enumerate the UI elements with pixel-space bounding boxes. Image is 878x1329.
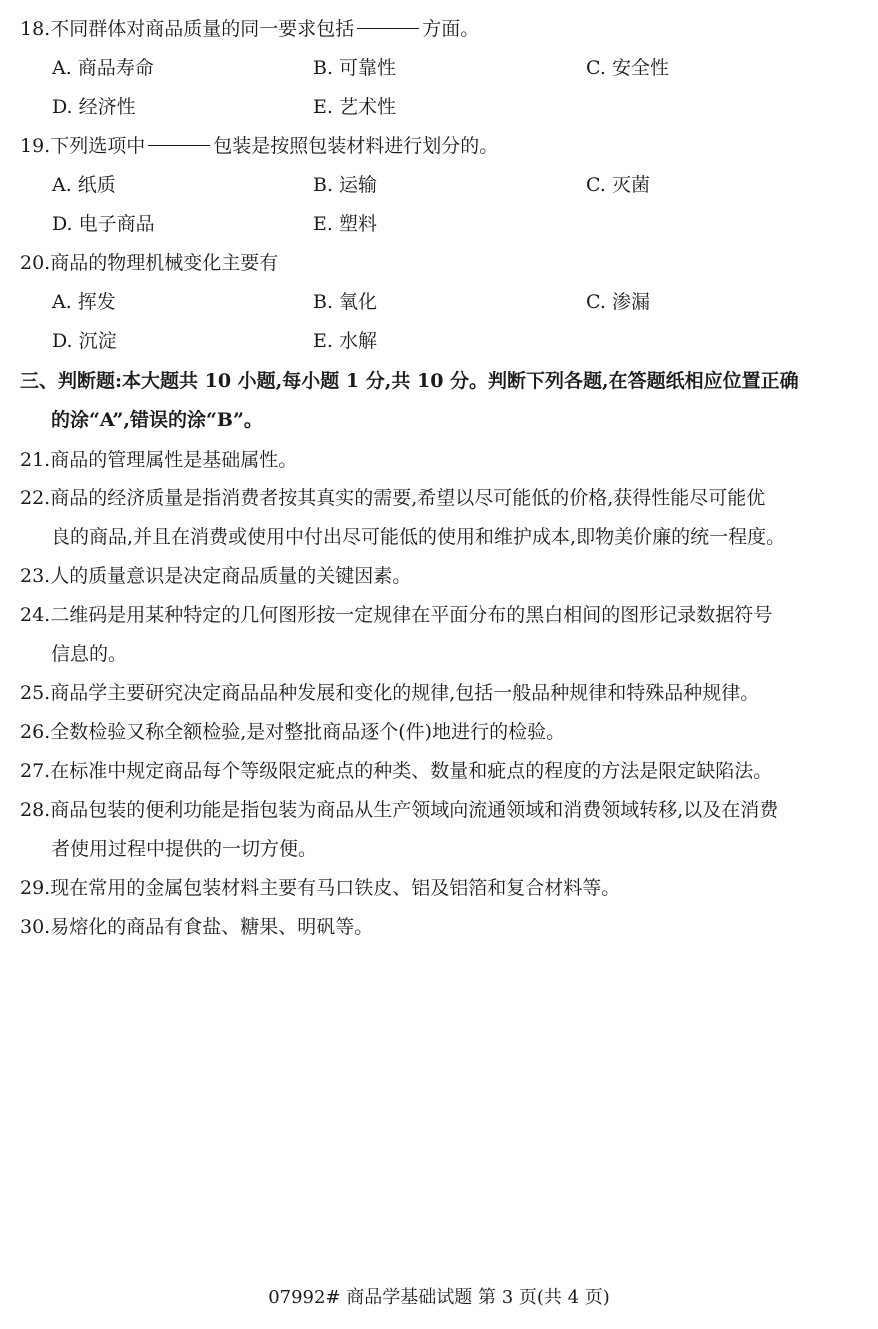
question-number: 25. (20, 682, 51, 704)
option-e: E. 水解 (313, 330, 377, 352)
question-text: 人的质量意识是决定商品质量的关键因素。 (50, 565, 412, 587)
question-number: 28. (20, 799, 51, 821)
option-c: C. 安全性 (586, 57, 669, 79)
question-26 (20, 717, 860, 747)
question-number: 21. (20, 449, 51, 471)
question-22 (20, 483, 860, 513)
question-30 (20, 912, 860, 942)
question-number: 23. (20, 565, 51, 587)
question-23 (20, 561, 860, 591)
question-text: 商品包装的便利功能是指包装为商品从生产领域向流通领域和消费领域转移,以及在消费 (50, 799, 779, 821)
question-24 (20, 600, 860, 630)
question-text: 二维码是用某种特定的几何图形按一定规律在平面分布的黑白相间的图形记录数据符号 (50, 604, 773, 626)
question-stem-end: 包装是按照包装材料进行划分的。 (213, 135, 499, 157)
option-e: E. 艺术性 (313, 96, 396, 118)
question-19 (20, 131, 860, 161)
question-stem: 不同群体对商品质量的同一要求包括 (50, 18, 355, 40)
question-text: 现在常用的金属包装材料主要有马口铁皮、铝及铝箔和复合材料等。 (50, 877, 621, 899)
section-heading: 三、判断题:本大题共 10 小题,每小题 1 分,共 10 分。判断下列各题,在答题纸相应位置正确 (20, 370, 799, 392)
question-text: 商品的经济质量是指消费者按其真实的需要,希望以尽可能低的价格,获得性能尽可能优 (50, 487, 766, 509)
option-c: C. 灭菌 (586, 174, 650, 196)
question-text: 在标准中规定商品每个等级限定疵点的种类、数量和疵点的程度的方法是限定缺陷法。 (50, 760, 773, 782)
option-d: D. 沉淀 (52, 330, 117, 352)
answer-blank (357, 27, 419, 29)
question-stem: 下列选项中 (50, 135, 146, 157)
question-text: 全数检验又称全额检验,是对整批商品逐个(件)地进行的检验。 (50, 721, 566, 743)
options-row (20, 287, 860, 317)
question-25 (20, 678, 860, 708)
question-20 (20, 248, 860, 278)
question-27 (20, 756, 860, 786)
answer-blank (148, 144, 210, 146)
option-b: B. 运输 (313, 174, 378, 196)
question-number: 22. (20, 487, 51, 509)
question-number: 18. (20, 18, 51, 40)
question-number: 29. (20, 877, 51, 899)
question-text-cont: 良的商品,并且在消费或使用中付出尽可能低的使用和维护成本,即物美价廉的统一程度。 (51, 526, 786, 548)
question-number: 24. (20, 604, 51, 626)
option-d: D. 经济性 (52, 96, 136, 118)
option-d: D. 电子商品 (52, 213, 155, 235)
option-a: A. 挥发 (52, 291, 116, 313)
question-number: 27. (20, 760, 51, 782)
question-text: 商品学主要研究决定商品品种发展和变化的规律,包括一般品种规律和特殊品种规律。 (50, 682, 760, 704)
question-number: 30. (20, 916, 51, 938)
question-number: 26. (20, 721, 51, 743)
question-28 (20, 795, 860, 825)
question-number: 20. (20, 252, 51, 274)
options-row (20, 170, 860, 200)
section-heading-cont: 的涂“A”,错误的涂“B”。 (51, 409, 263, 431)
options-row (20, 53, 860, 83)
option-a: A. 商品寿命 (52, 57, 154, 79)
options-row (20, 326, 860, 356)
option-b: B. 可靠性 (313, 57, 397, 79)
option-a: A. 纸质 (52, 174, 116, 196)
question-text: 易熔化的商品有食盐、糖果、明矾等。 (50, 916, 374, 938)
option-e: E. 塑料 (313, 213, 377, 235)
option-b: B. 氧化 (313, 291, 378, 313)
question-stem-end: 方面。 (422, 18, 480, 40)
question-21 (20, 445, 860, 475)
options-row (20, 92, 860, 122)
question-stem: 商品的物理机械变化主要有 (50, 252, 279, 274)
question-18 (20, 14, 860, 44)
question-text-cont: 者使用过程中提供的一切方便。 (51, 838, 318, 860)
question-text-cont: 信息的。 (51, 643, 128, 665)
page-footer: 07992# 商品学基础试题 第 3 页(共 4 页) (268, 1287, 610, 1308)
option-c: C. 渗漏 (586, 291, 650, 313)
question-number: 19. (20, 135, 51, 157)
question-text: 商品的管理属性是基础属性。 (50, 449, 298, 471)
question-29 (20, 873, 860, 903)
options-row (20, 209, 860, 239)
